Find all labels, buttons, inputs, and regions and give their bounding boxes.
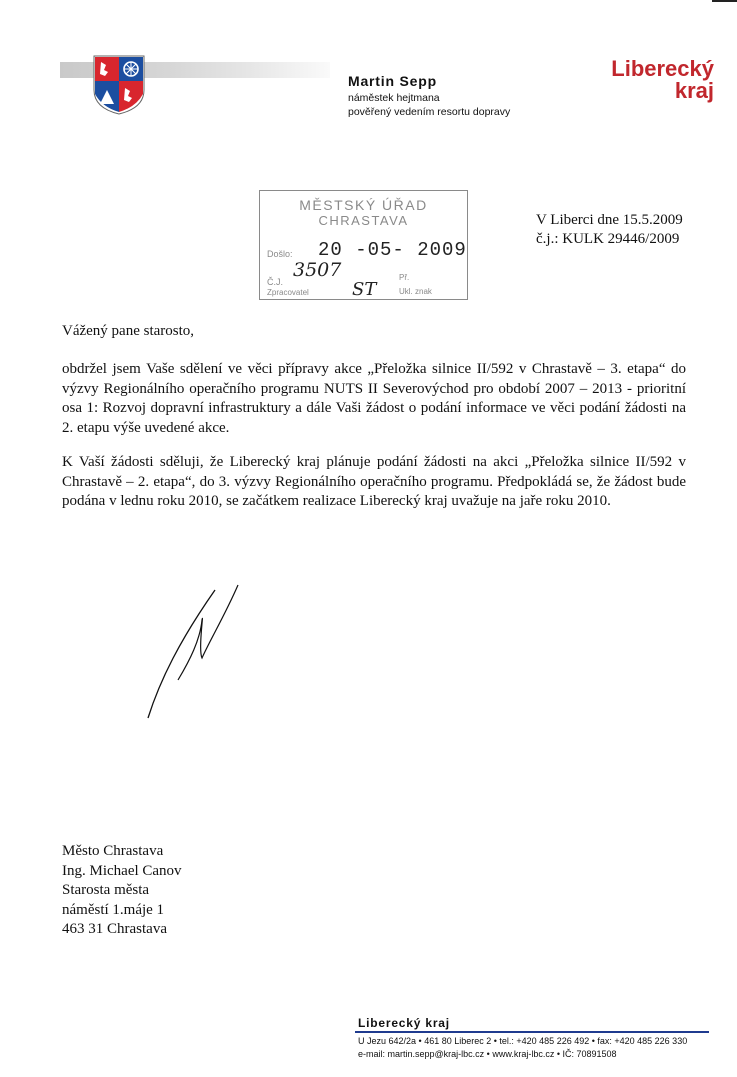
handwritten-signature	[140, 580, 250, 720]
sender-role-detail: pověřený vedením resortu dopravy	[348, 106, 511, 118]
logo-text-line1: Liberecký	[611, 56, 714, 81]
footer-email-line: e-mail: martin.sepp@kraj-lbc.cz • www.kraj-lbc.cz • IČ: 70891508	[358, 1049, 617, 1059]
stamp-label-received: Došlo:	[267, 249, 293, 259]
corner-scan-mark	[712, 0, 737, 2]
footer-contact-line: U Jezu 642/2a • 461 80 Liberec 2 • tel.: +420 485 226 492 • fax: +420 485 226 330	[358, 1036, 688, 1046]
sender-name: Martin Sepp	[348, 73, 437, 89]
recipient-line: Ing. Michael Canov	[62, 862, 182, 879]
recipient-line: náměstí 1.máje 1	[62, 901, 165, 918]
stamp-label-ref: Č.J.	[267, 277, 284, 287]
letter-reference: č.j.: KULK 29446/2009	[536, 231, 680, 247]
footer-organization: Liberecký kraj	[358, 1016, 450, 1030]
salutation: Vážený pane starosto,	[62, 323, 195, 339]
recipient-line: Starosta města	[62, 882, 150, 898]
body-paragraph-2: K Vaší žádosti sděluji, že Liberecký kraj plánuje podání žádosti na akci „Přeložka silnice II/592 v Chrastavě – 2. etapa“, do 3. výzvy Regionálního operačního programu. Předpokládá se, že žádost bude podána v lednu roku 2010, se začátkem realizace Liberecký kraj uvažuje na jaře roku 2010.	[62, 454, 686, 509]
stamp-handwritten-number: 3507	[293, 259, 342, 281]
stamp-title: MĚSTSKÝ ÚŘAD	[299, 197, 428, 213]
recipient-address	[62, 842, 182, 940]
stamp-label-processor: Zpracovatel	[267, 288, 309, 297]
logo-text-line2: kraj	[674, 78, 714, 103]
recipient-line: Město Chrastava	[62, 843, 164, 859]
recipient-line: 463 31 Chrastava	[62, 921, 167, 937]
stamp-subtitle: CHRASTAVA	[318, 213, 409, 228]
coat-of-arms-icon	[92, 54, 146, 116]
body-paragraph-1: obdržel jsem Vaše sdělení ve věci přípravy akce „Přeložka silnice II/592 v Chrastavě – 3. etapa“ do výzvy Regionálního operačního programu NUTS II Severovýchod pro období 2007 – 2013 - prioritní osa 1: Rozvoj dopravní infrastruktury a dále Vaši žádost o podání informace ve věci podání žádosti na 2. etapu výše uvedené akce.	[62, 361, 686, 436]
sender-role: náměstek hejtmana	[348, 92, 440, 104]
received-stamp	[259, 190, 468, 300]
letter-date: V Liberci dne 15.5.2009	[536, 212, 683, 228]
stamp-label-filing: Ukl. znak	[399, 287, 432, 296]
stamp-label-attachments: Př.	[399, 273, 410, 282]
stamp-date: 20 -05- 2009	[318, 239, 467, 261]
footer-divider	[355, 1031, 709, 1033]
liberecky-kraj-logo	[604, 58, 714, 102]
stamp-handwritten-initials: ST	[352, 279, 377, 300]
